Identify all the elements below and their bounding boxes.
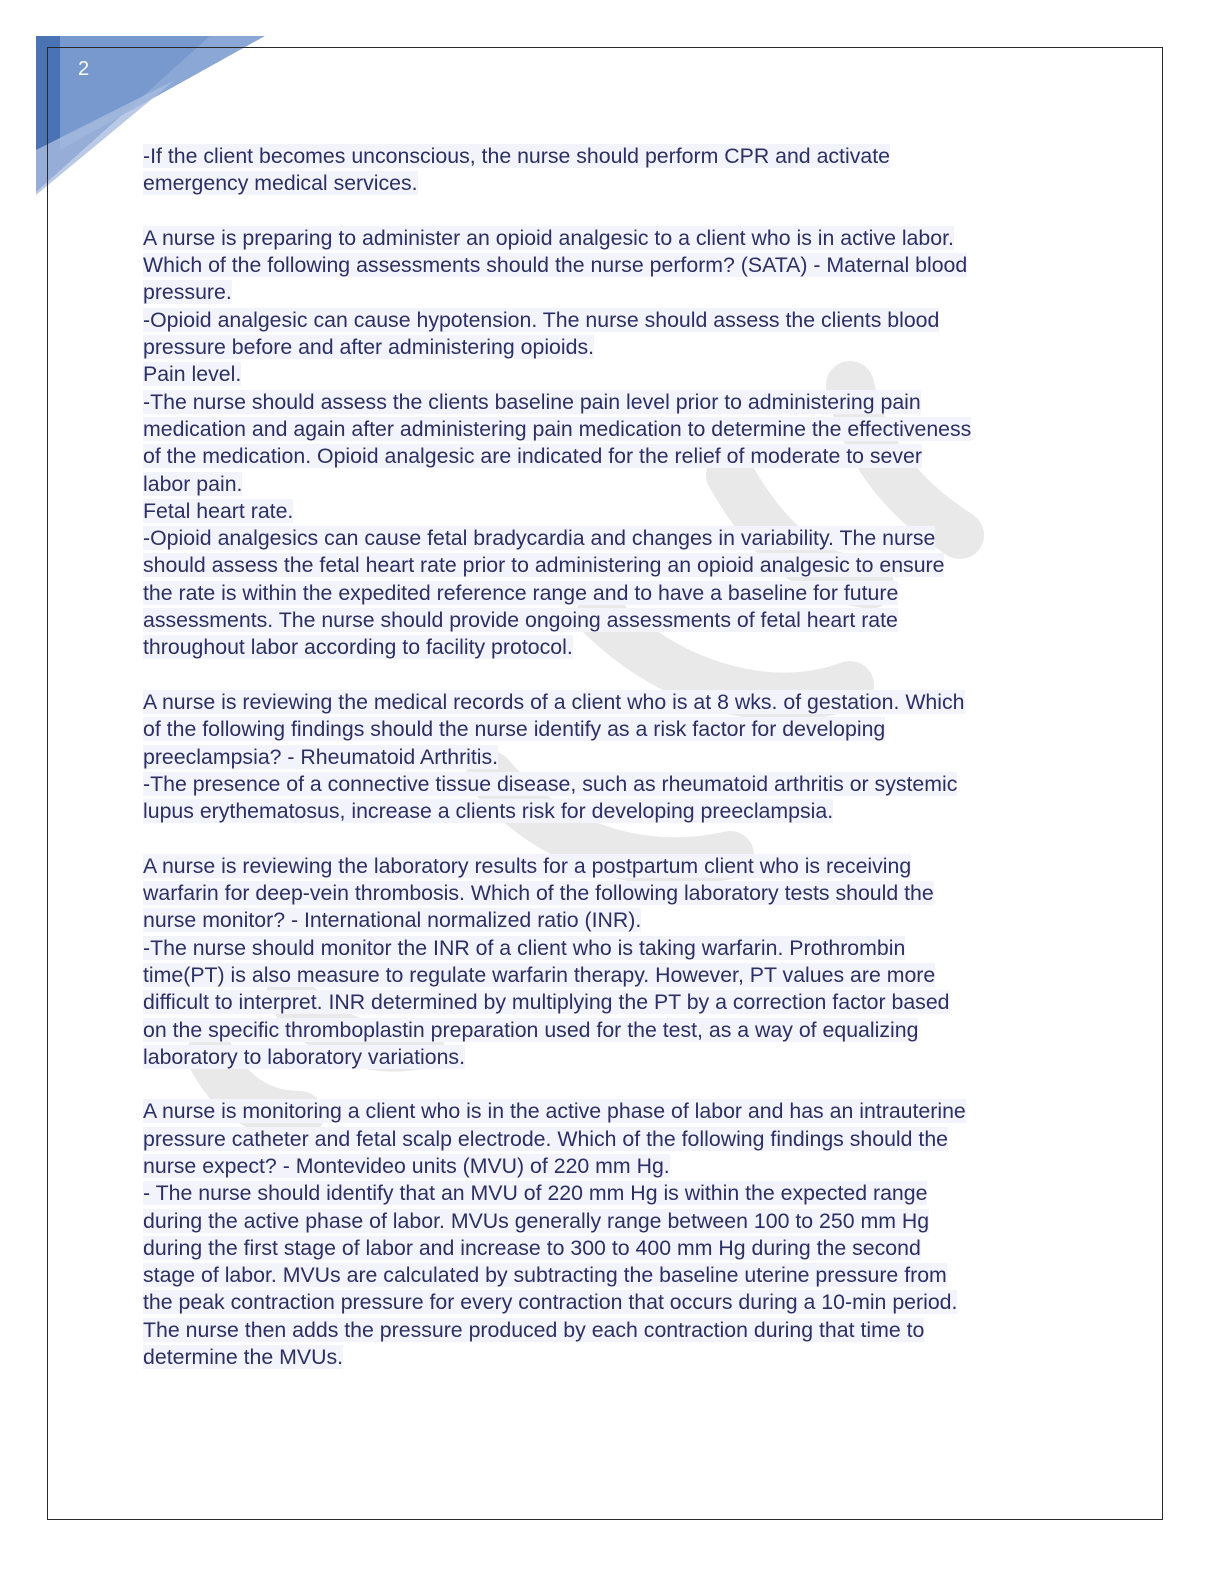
text-line: -The nurse should monitor the INR of a client who is taking warfarin. Prothrombin: [143, 935, 906, 960]
text-line: -Opioid analgesic can cause hypotension. The nurse should assess the clients blood: [143, 307, 940, 332]
paragraph: [143, 225, 1083, 662]
paragraph-gap: [143, 1071, 1083, 1098]
text-line: difficult to interpret. INR determined by multiplying the PT by a correction factor based: [143, 990, 950, 1015]
text-line: during the active phase of labor. MVUs generally range between 100 to 250 mm Hg: [143, 1208, 930, 1233]
text-line: on the specific thromboplastin preparation used for the test, as a way of equalizing: [143, 1017, 919, 1042]
text-line: preeclampsia? - Rheumatoid Arthritis.: [143, 744, 499, 769]
text-line: A nurse is monitoring a client who is in the active phase of labor and has an intrauterine: [143, 1099, 966, 1124]
paragraph-gap: [143, 662, 1083, 689]
paragraph: [143, 1098, 1083, 1371]
text-line: The nurse then adds the pressure produced by each contraction during that time to: [143, 1317, 925, 1342]
paragraph-gap: [143, 825, 1083, 852]
text-line: nurse monitor? - International normalized ratio (INR).: [143, 908, 642, 933]
text-line: A nurse is reviewing the laboratory results for a postpartum client who is receiving: [143, 853, 912, 878]
text-line: the rate is within the expedited reference range and to have a baseline for future: [143, 580, 899, 605]
text-line: Fetal heart rate.: [143, 498, 294, 523]
text-line: Pain level.: [143, 362, 242, 387]
text-line: -The presence of a connective tissue disease, such as rheumatoid arthritis or systemic: [143, 771, 958, 796]
text-line: - The nurse should identify that an MVU of 220 mm Hg is within the expected range: [143, 1181, 928, 1206]
text-line: -If the client becomes unconscious, the nurse should perform CPR and activate: [143, 144, 890, 168]
paragraph-gap: [143, 198, 1083, 225]
text-line: nurse expect? - Montevideo units (MVU) of 220 mm Hg.: [143, 1153, 670, 1178]
text-line: laboratory to laboratory variations.: [143, 1044, 465, 1069]
text-line: pressure.: [143, 280, 232, 305]
text-line: warfarin for deep-vein thrombosis. Which of the following laboratory tests should the: [143, 881, 934, 906]
text-line: of the following findings should the nurse identify as a risk factor for developing: [143, 717, 886, 742]
page-number: 2: [78, 58, 90, 80]
text-line: assessments. The nurse should provide ongoing assessments of fetal heart rate: [143, 608, 898, 633]
text-line: A nurse is preparing to administer an opioid analgesic to a client who is in active labor.: [143, 225, 954, 250]
text-line: determine the MVUs.: [143, 1345, 344, 1370]
text-line: of the medication. Opioid analgesic are indicated for the relief of moderate to sever: [143, 444, 922, 469]
text-line: stage of labor. MVUs are calculated by subtracting the baseline uterine pressure from: [143, 1263, 947, 1288]
text-line: pressure catheter and fetal scalp electrode. Which of the following findings should the: [143, 1126, 949, 1151]
paragraph: [143, 853, 1083, 1071]
paragraph: [143, 143, 1083, 198]
text-line: A nurse is reviewing the medical records of a client who is at 8 wks. of gestation. Which: [143, 689, 965, 714]
text-line: should assess the fetal heart rate prior to administering an opioid analgesic to ensure: [143, 553, 945, 578]
text-line: labor pain.: [143, 471, 243, 496]
text-line: emergency medical services.: [143, 171, 418, 196]
text-line: pressure before and after administering opioids.: [143, 335, 595, 360]
text-line: during the first stage of labor and increase to 300 to 400 mm Hg during the second: [143, 1235, 921, 1260]
text-line: -Opioid analgesics can cause fetal bradycardia and changes in variability. The nurse: [143, 526, 936, 551]
text-line: medication and again after administering pain medication to determine the effectiveness: [143, 416, 972, 441]
text-line: time(PT) is also measure to regulate warfarin therapy. However, PT values are more: [143, 962, 936, 987]
text-line: lupus erythematosus, increase a clients risk for developing preeclampsia.: [143, 799, 834, 824]
text-line: -The nurse should assess the clients baseline pain level prior to administering pain: [143, 389, 921, 414]
text-line: throughout labor according to facility protocol.: [143, 635, 573, 660]
paragraph: [143, 689, 1083, 825]
document-body: [143, 143, 1083, 1371]
text-line: the peak contraction pressure for every contraction that occurs during a 10-min period.: [143, 1290, 958, 1315]
text-line: Which of the following assessments should the nurse perform? (SATA) - Maternal blood: [143, 253, 968, 278]
